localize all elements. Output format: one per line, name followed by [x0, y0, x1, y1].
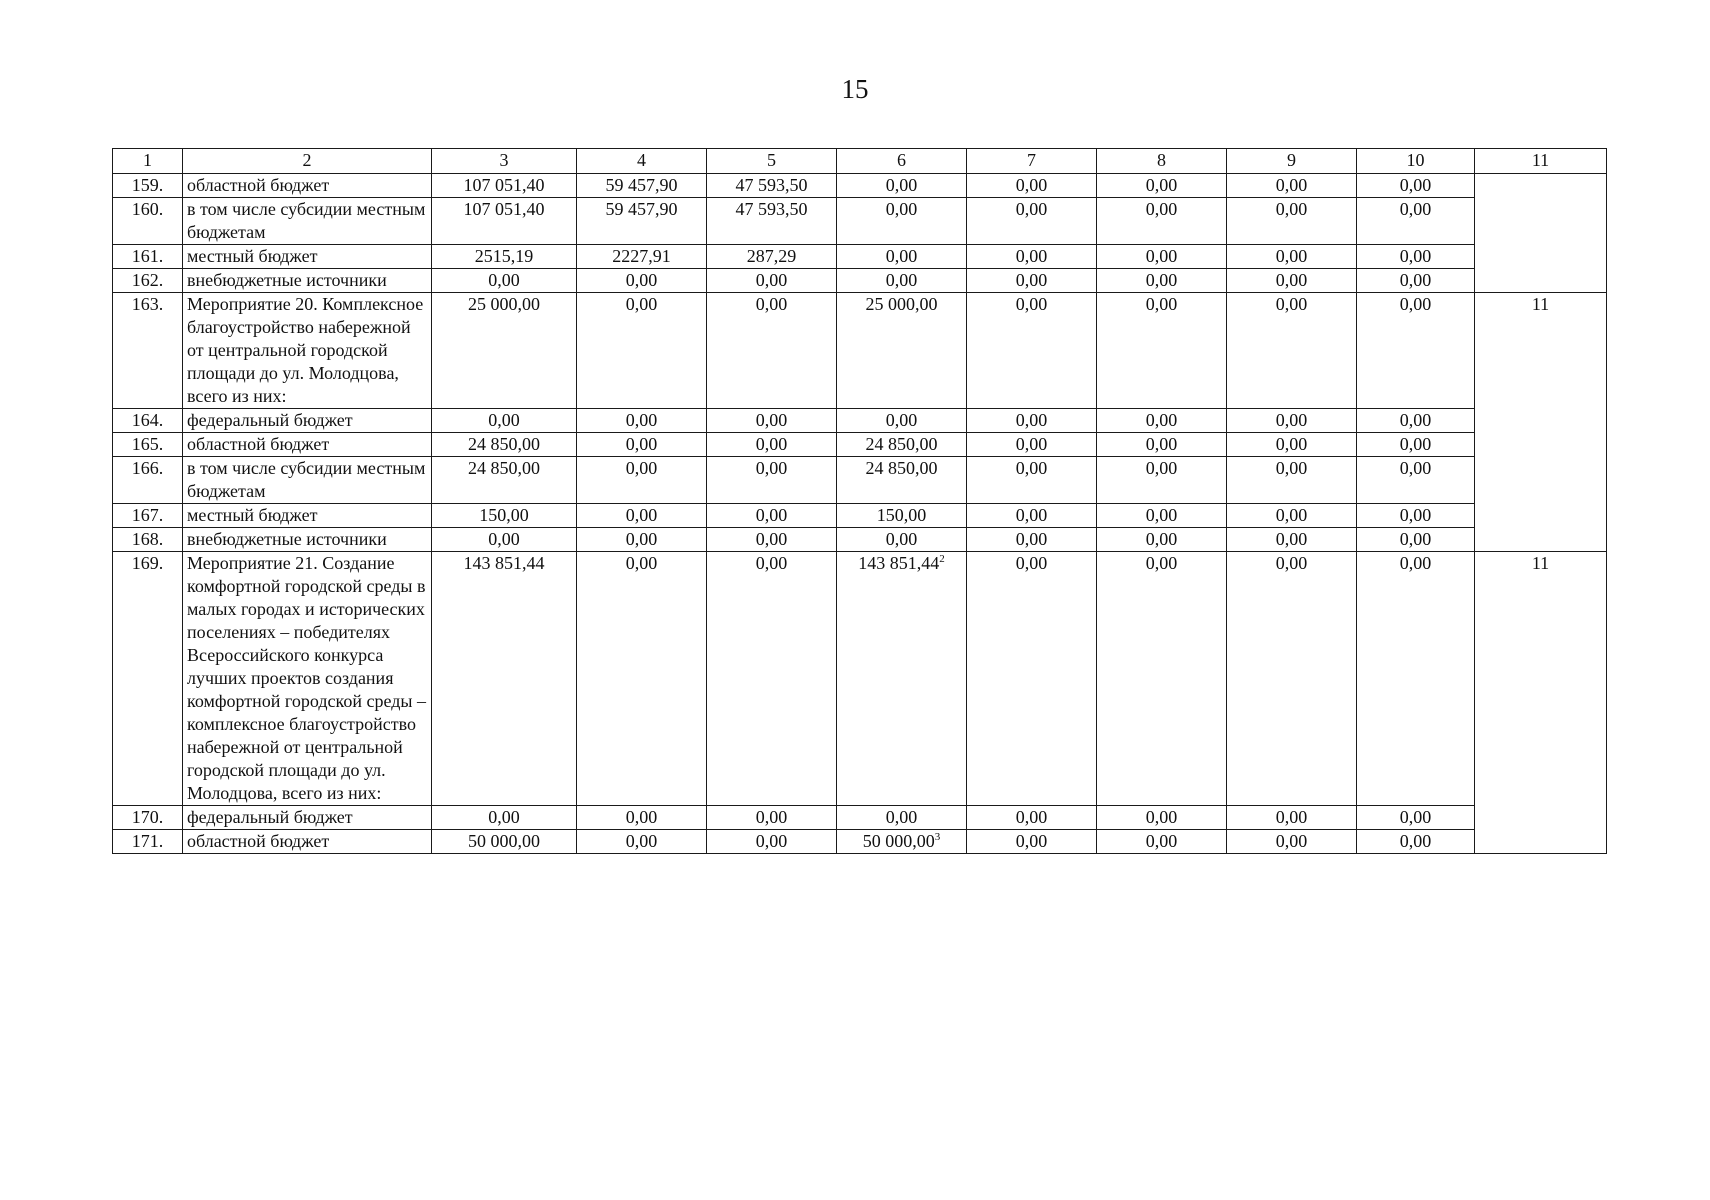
- row-name: в том числе субсидии местным бюджетам: [183, 457, 432, 504]
- row-name: федеральный бюджет: [183, 806, 432, 830]
- value-text: 143 851,44: [858, 553, 940, 573]
- row-number: 169.: [113, 552, 183, 806]
- value-cell-c10: 0,00: [1357, 528, 1475, 552]
- value-cell-c7: 0,00: [967, 528, 1097, 552]
- row-number: 163.: [113, 293, 183, 409]
- value-cell-c4: 0,00: [577, 830, 707, 854]
- value-cell-c10: 0,00: [1357, 830, 1475, 854]
- value-cell-c3: 107 051,40: [432, 174, 577, 198]
- header-cell: 11: [1475, 149, 1607, 174]
- value-cell-c10: 0,00: [1357, 174, 1475, 198]
- table-row: [113, 293, 1607, 409]
- value-cell-c6: 0,00: [837, 528, 967, 552]
- value-cell-c6: 0,00: [837, 269, 967, 293]
- value-cell-c8: 0,00: [1097, 457, 1227, 504]
- table-row: [113, 433, 1607, 457]
- budget-table: [112, 148, 1607, 854]
- value-cell-c9: 0,00: [1227, 433, 1357, 457]
- value-cell-c3: 0,00: [432, 806, 577, 830]
- value-cell-c6: 24 850,00: [837, 433, 967, 457]
- value-cell-c9: 0,00: [1227, 293, 1357, 409]
- value-cell-c6: [837, 552, 967, 806]
- value-cell-c6: 25 000,00: [837, 293, 967, 409]
- value-cell-c8: 0,00: [1097, 245, 1227, 269]
- value-cell-c5: 0,00: [707, 552, 837, 806]
- value-cell-c10: 0,00: [1357, 293, 1475, 409]
- value-cell-c8: 0,00: [1097, 293, 1227, 409]
- value-cell-c9: 0,00: [1227, 504, 1357, 528]
- value-cell-c9: 0,00: [1227, 409, 1357, 433]
- value-cell-c4: 0,00: [577, 457, 707, 504]
- value-cell-c10: 0,00: [1357, 245, 1475, 269]
- row-name: областной бюджет: [183, 830, 432, 854]
- table-row: [113, 504, 1607, 528]
- value-cell-c3: 25 000,00: [432, 293, 577, 409]
- value-cell-c7: 0,00: [967, 409, 1097, 433]
- row-number: 171.: [113, 830, 183, 854]
- column-11-cell: 11: [1475, 552, 1607, 854]
- value-cell-c9: 0,00: [1227, 528, 1357, 552]
- row-number: 161.: [113, 245, 183, 269]
- value-cell-c8: 0,00: [1097, 198, 1227, 245]
- value-cell-c3: 0,00: [432, 409, 577, 433]
- row-number: 164.: [113, 409, 183, 433]
- value-cell-c9: 0,00: [1227, 806, 1357, 830]
- value-cell-c8: 0,00: [1097, 409, 1227, 433]
- value-cell-c9: 0,00: [1227, 174, 1357, 198]
- table-row: [113, 552, 1607, 806]
- value-cell-c9: 0,00: [1227, 269, 1357, 293]
- row-number: 162.: [113, 269, 183, 293]
- value-cell-c8: 0,00: [1097, 504, 1227, 528]
- value-cell-c7: 0,00: [967, 198, 1097, 245]
- row-number: 167.: [113, 504, 183, 528]
- table-row: [113, 830, 1607, 854]
- value-cell-c8: 0,00: [1097, 174, 1227, 198]
- row-number: 159.: [113, 174, 183, 198]
- value-cell-c4: 0,00: [577, 552, 707, 806]
- value-cell-c10: 0,00: [1357, 198, 1475, 245]
- value-cell-c4: 0,00: [577, 409, 707, 433]
- value-cell-c7: 0,00: [967, 433, 1097, 457]
- row-number: 165.: [113, 433, 183, 457]
- value-cell-c7: 0,00: [967, 806, 1097, 830]
- value-cell-c10: 0,00: [1357, 457, 1475, 504]
- row-number: 168.: [113, 528, 183, 552]
- header-cell: 5: [707, 149, 837, 174]
- value-cell-c3: 0,00: [432, 269, 577, 293]
- page-number: 15: [841, 74, 869, 104]
- value-cell-c4: 0,00: [577, 293, 707, 409]
- value-cell-c6: 150,00: [837, 504, 967, 528]
- value-cell-c9: 0,00: [1227, 245, 1357, 269]
- column-11-cell: 11: [1475, 293, 1607, 552]
- value-cell-c10: 0,00: [1357, 409, 1475, 433]
- value-cell-c4: 59 457,90: [577, 198, 707, 245]
- value-cell-c5: 0,00: [707, 528, 837, 552]
- value-cell-c5: 0,00: [707, 269, 837, 293]
- value-cell-c7: 0,00: [967, 504, 1097, 528]
- table-row: [113, 806, 1607, 830]
- row-number: 170.: [113, 806, 183, 830]
- value-cell-c3: 107 051,40: [432, 198, 577, 245]
- value-cell-c4: 0,00: [577, 504, 707, 528]
- value-cell-c7: 0,00: [967, 293, 1097, 409]
- value-cell-c6: 0,00: [837, 198, 967, 245]
- value-cell-c8: 0,00: [1097, 433, 1227, 457]
- row-name: Мероприятие 20. Комплексное благоустройство набережной от центральной городской площади до ул. Молодцова, всего из них:: [183, 293, 432, 409]
- row-name: местный бюджет: [183, 245, 432, 269]
- value-cell-c7: 0,00: [967, 457, 1097, 504]
- value-cell-c4: 0,00: [577, 528, 707, 552]
- value-cell-c7: 0,00: [967, 174, 1097, 198]
- footnote-mark: 2: [939, 553, 945, 565]
- value-cell-c5: 0,00: [707, 409, 837, 433]
- value-cell-c10: 0,00: [1357, 269, 1475, 293]
- value-cell-c7: 0,00: [967, 552, 1097, 806]
- value-cell-c4: 0,00: [577, 269, 707, 293]
- value-cell-c5: 47 593,50: [707, 174, 837, 198]
- value-cell-c9: 0,00: [1227, 198, 1357, 245]
- table-row: [113, 457, 1607, 504]
- value-cell-c6: [837, 830, 967, 854]
- row-name: областной бюджет: [183, 433, 432, 457]
- value-cell-c5: 0,00: [707, 433, 837, 457]
- value-cell-c8: 0,00: [1097, 806, 1227, 830]
- header-cell: 8: [1097, 149, 1227, 174]
- value-cell-c9: 0,00: [1227, 830, 1357, 854]
- value-cell-c5: 0,00: [707, 806, 837, 830]
- row-name: местный бюджет: [183, 504, 432, 528]
- footnote-mark: 3: [934, 831, 941, 843]
- value-cell-c8: 0,00: [1097, 528, 1227, 552]
- value-cell-c5: 47 593,50: [707, 198, 837, 245]
- value-cell-c4: 59 457,90: [577, 174, 707, 198]
- header-cell: 1: [113, 149, 183, 174]
- value-cell-c7: 0,00: [967, 245, 1097, 269]
- value-cell-c8: 0,00: [1097, 269, 1227, 293]
- value-cell-c5: 0,00: [707, 293, 837, 409]
- value-cell-c5: 0,00: [707, 457, 837, 504]
- value-cell-c8: 0,00: [1097, 552, 1227, 806]
- value-cell-c3: 24 850,00: [432, 433, 577, 457]
- row-name: федеральный бюджет: [183, 409, 432, 433]
- row-name: внебюджетные источники: [183, 269, 432, 293]
- value-cell-c3: 150,00: [432, 504, 577, 528]
- row-number: 166.: [113, 457, 183, 504]
- value-cell-c5: 0,00: [707, 830, 837, 854]
- value-cell-c10: 0,00: [1357, 504, 1475, 528]
- value-cell-c6: 0,00: [837, 806, 967, 830]
- header-cell: 2: [183, 149, 432, 174]
- table-row: [113, 269, 1607, 293]
- value-cell-c10: 0,00: [1357, 806, 1475, 830]
- row-name: Мероприятие 21. Создание комфортной городской среды в малых городах и исторических поселениях – победителях Всероссийского конкурса лучших проектов создания комфортной городской среды – комплексное благоустройство набережной от центральной городской площади до ул. Молодцова, всего из них:: [183, 552, 432, 806]
- table-row: [113, 174, 1607, 198]
- value-cell-c9: 0,00: [1227, 457, 1357, 504]
- table-row: [113, 528, 1607, 552]
- table-row: [113, 409, 1607, 433]
- header-row: [113, 149, 1607, 174]
- value-cell-c7: 0,00: [967, 830, 1097, 854]
- value-cell-c3: 50 000,00: [432, 830, 577, 854]
- value-text: 50 000,00: [862, 831, 935, 851]
- table-body: [113, 149, 1607, 854]
- value-cell-c5: 287,29: [707, 245, 837, 269]
- value-cell-c6: 0,00: [837, 409, 967, 433]
- table-row: [113, 245, 1607, 269]
- value-cell-c3: 24 850,00: [432, 457, 577, 504]
- row-name: в том числе субсидии местным бюджетам: [183, 198, 432, 245]
- value-cell-c6: 0,00: [837, 174, 967, 198]
- header-cell: 3: [432, 149, 577, 174]
- value-cell-c10: 0,00: [1357, 433, 1475, 457]
- value-cell-c3: 143 851,44: [432, 552, 577, 806]
- header-cell: 7: [967, 149, 1097, 174]
- header-cell: 10: [1357, 149, 1475, 174]
- header-cell: 6: [837, 149, 967, 174]
- value-cell-c3: 0,00: [432, 528, 577, 552]
- value-cell-c9: 0,00: [1227, 552, 1357, 806]
- table-row: [113, 198, 1607, 245]
- value-cell-c6: 0,00: [837, 245, 967, 269]
- column-11-cell: [1475, 174, 1607, 293]
- row-number: 160.: [113, 198, 183, 245]
- value-cell-c4: 0,00: [577, 806, 707, 830]
- value-cell-c8: 0,00: [1097, 830, 1227, 854]
- header-cell: 4: [577, 149, 707, 174]
- value-cell-c4: 0,00: [577, 433, 707, 457]
- value-cell-c7: 0,00: [967, 269, 1097, 293]
- value-cell-c6: 24 850,00: [837, 457, 967, 504]
- row-name: областной бюджет: [183, 174, 432, 198]
- value-cell-c5: 0,00: [707, 504, 837, 528]
- value-cell-c10: 0,00: [1357, 552, 1475, 806]
- value-cell-c4: 2227,91: [577, 245, 707, 269]
- row-name: внебюджетные источники: [183, 528, 432, 552]
- value-cell-c3: 2515,19: [432, 245, 577, 269]
- header-cell: 9: [1227, 149, 1357, 174]
